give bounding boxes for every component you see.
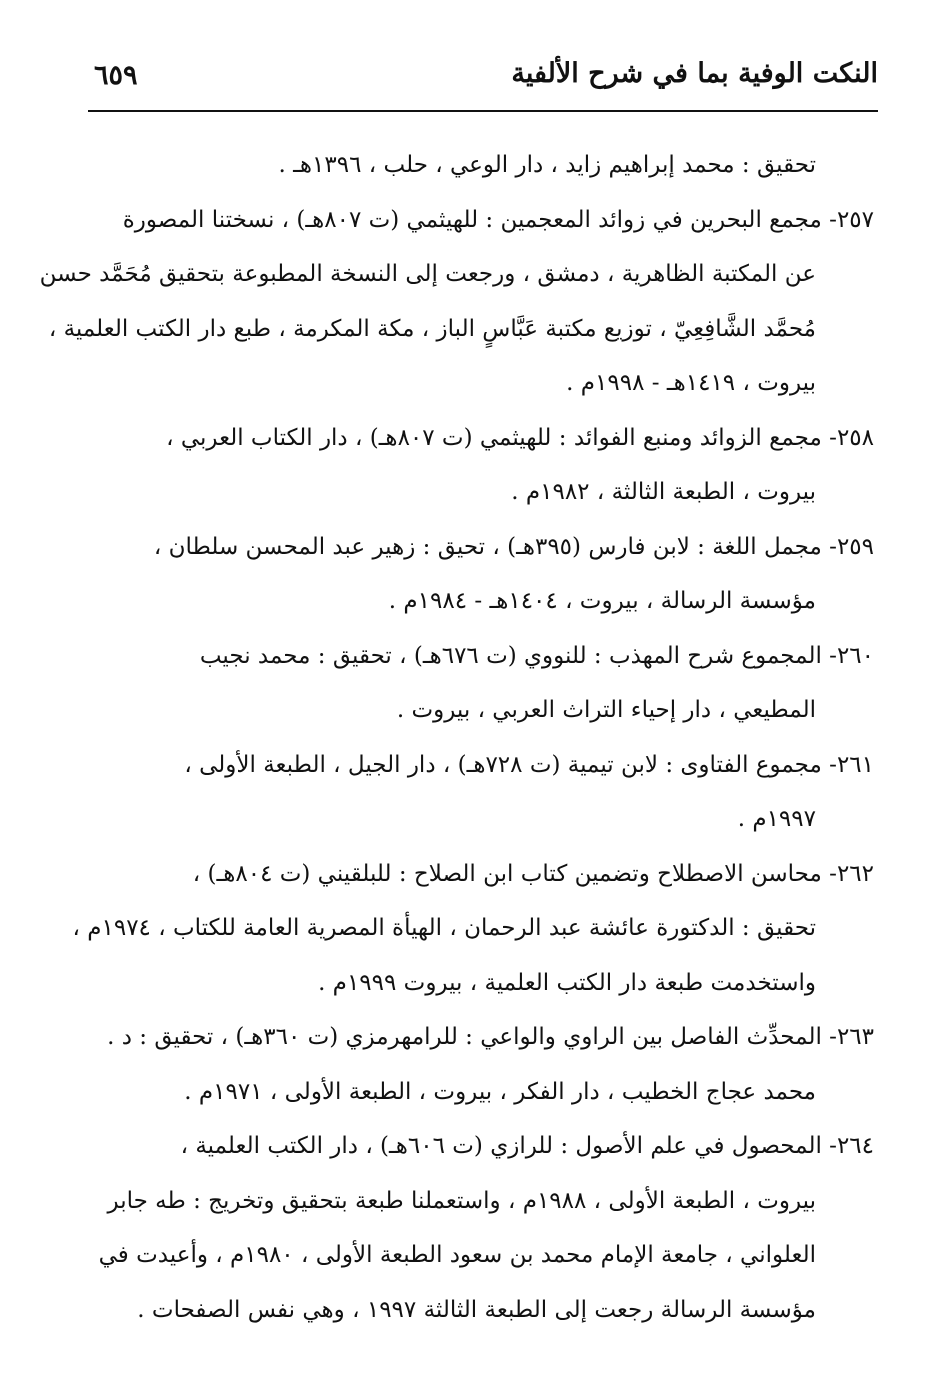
text-line: بيروت ، الطبعة الأولى ، ١٩٨٨م ، واستعملنا طبعة بتحقيق وتخريج : طه جابر: [107, 1187, 816, 1214]
text-line: واستخدمت طبعة دار الكتب العلمية ، بيروت ١٩٩٩م .: [318, 969, 816, 996]
entry-line: ٢٦٢- محاسن الاصطلاح وتضمين كتاب ابن الصلاح : للبلقيني (ت ٨٠٤هـ) ،: [192, 860, 874, 887]
header-divider: [88, 110, 878, 112]
entry-line: ٢٥٧- مجمع البحرين في زوائد المعجمين : للهيثمي (ت ٨٠٧هـ) ، نسختنا المصورة: [122, 206, 874, 233]
entry-line: ٢٦٣- المحدِّث الفاصل بين الراوي والواعي : للرامهرمزي (ت ٣٦٠هـ) ، تحقيق : د .: [107, 1024, 874, 1050]
text-line: العلواني ، جامعة الإمام محمد بن سعود الطبعة الأولى ، ١٩٨٠م ، وأعيدت في: [98, 1242, 816, 1268]
text-line: ١٩٩٧م .: [737, 806, 816, 832]
text-line: المطيعي ، دار إحياء التراث العربي ، بيروت .: [396, 697, 816, 723]
text-line: تحقيق : محمد إبراهيم زايد ، دار الوعي ، حلب ، ١٣٩٦هـ .: [278, 152, 816, 178]
entry-line: ٢٦٤- المحصول في علم الأصول : للرازي (ت ٦٠٦هـ) ، دار الكتب العلمية ،: [180, 1133, 874, 1159]
text-line: مُحمَّد الشَّافِعِيّ ، توزيع مكتبة عَبَّاسٍ الباز ، مكة المكرمة ، طبع دار الكتب العلمية ،: [48, 315, 816, 342]
page-header: [88, 58, 878, 106]
bibliography-list: [39, 138, 874, 1337]
entry-line: ٢٥٩- مجمل اللغة : لابن فارس (٣٩٥هـ) ، تحيق : زهير عبد المحسن سلطان ،: [153, 533, 874, 560]
text-line: مؤسسة الرسالة ، بيروت ، ١٤٠٤هـ - ١٩٨٤م .: [388, 588, 816, 614]
page-number: ٦٥٩: [94, 60, 138, 91]
entry-line: ٢٦٠- المجموع شرح المهذب : للنووي (ت ٦٧٦هـ) ، تحقيق : محمد نجيب: [199, 642, 874, 669]
text-line: تحقيق : الدكتورة عائشة عبد الرحمان ، الهيأة المصرية العامة للكتاب ، ١٩٧٤م ،: [72, 915, 816, 941]
entry-line: ٢٦١- مجموع الفتاوى : لابن تيمية (ت ٧٢٨هـ) ، دار الجيل ، الطبعة الأولى ،: [184, 751, 874, 778]
text-line: عن المكتبة الظاهرية ، دمشق ، ورجعت إلى النسخة المطبوعة بتحقيق مُحَمَّد حسن: [39, 261, 816, 287]
text-line: محمد عجاج الخطيب ، دار الفكر ، بيروت ، الطبعة الأولى ، ١٩٧١م .: [184, 1078, 816, 1105]
entry-line: ٢٥٨- مجمع الزوائد ومنبع الفوائد : للهيثمي (ت ٨٠٧هـ) ، دار الكتاب العربي ،: [166, 424, 874, 451]
text-line: مؤسسة الرسالة رجعت إلى الطبعة الثالثة ١٩٩٧ ، وهي نفس الصفحات .: [137, 1296, 816, 1323]
text-line: بيروت ، ١٤١٩هـ - ١٩٩٨م .: [566, 370, 816, 396]
running-title: النكت الوفية بما في شرح الألفية: [511, 58, 878, 89]
text-line: بيروت ، الطبعة الثالثة ، ١٩٨٢م .: [511, 479, 816, 505]
